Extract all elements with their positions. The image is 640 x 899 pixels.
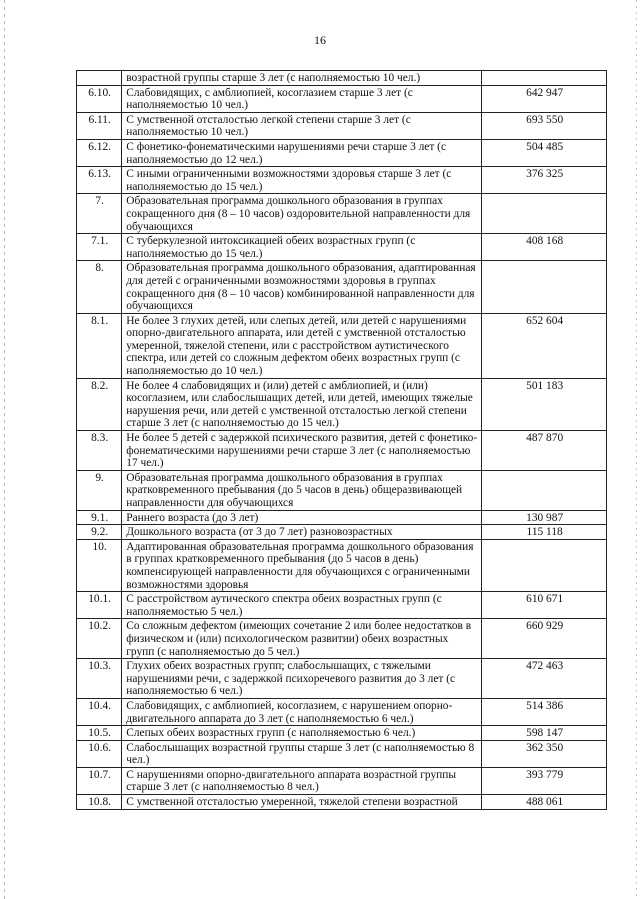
row-number-cell: 10.2. [77, 619, 122, 659]
table-row [77, 71, 607, 86]
scan-edge-right [636, 0, 637, 899]
table-row [77, 539, 607, 591]
row-description-cell: Не более 3 глухих детей, или слепых детей, или детей с нарушениями опорно-двигательного аппарата, или детей с умственной отсталостью умеренной, тяжелой степени, или с расстройством аутистического спектра, или детей со сложным дефектом обеих возрастных групп (с наполняемостью до 10 чел.) [122, 313, 482, 378]
row-number-cell: 10.8. [77, 795, 122, 810]
tariff-table [76, 70, 607, 810]
row-value-cell: 610 671 [482, 592, 607, 619]
row-value-cell: 693 550 [482, 112, 607, 139]
row-description-cell: Глухих обеих возрастных групп; слабослышащих, с тяжелыми нарушениями речи, с задержкой психоречевого развития до 3 лет (с наполняемостью 6 чел.) [122, 659, 482, 699]
row-description-cell: Раннего возраста (до 3 лет) [122, 510, 482, 525]
table-row [77, 619, 607, 659]
table-row [77, 698, 607, 725]
row-number-cell: 8.1. [77, 313, 122, 378]
table-row [77, 112, 607, 139]
row-value-cell: 514 386 [482, 698, 607, 725]
row-value-cell [482, 71, 607, 86]
table-row [77, 795, 607, 810]
row-value-cell [482, 194, 607, 234]
row-description-cell: Адаптированная образовательная программа дошкольного образования в группах кратковременного пребывания (до 5 часов в день) компенсирующей направленности для обучающихся с ограниченными возможностями здоровья [122, 539, 482, 591]
row-number-cell: 8.3. [77, 431, 122, 471]
row-description-cell: возрастной группы старше 3 лет (с наполняемостью 10 чел.) [122, 71, 482, 86]
row-description-cell: Образовательная программа дошкольного образования, адаптированная для детей с ограниченными возможностями здоровья в группах сокращенного дня (8 – 10 часов) комбинированной направленности для обучающихся [122, 261, 482, 313]
page-number: 16 [314, 33, 326, 47]
row-number-cell: 9.2. [77, 525, 122, 540]
table-row [77, 470, 607, 510]
row-value-cell: 652 604 [482, 313, 607, 378]
table-row [77, 234, 607, 261]
row-value-cell: 501 183 [482, 378, 607, 430]
row-number-cell: 8.2. [77, 378, 122, 430]
scan-edge-left [4, 0, 5, 899]
tariff-table-body [77, 71, 607, 810]
row-description-cell: С расстройством аутического спектра обеих возрастных групп (с наполняемостью 5 чел.) [122, 592, 482, 619]
row-number-cell [77, 71, 122, 86]
table-row [77, 85, 607, 112]
row-number-cell: 7.1. [77, 234, 122, 261]
row-number-cell: 6.11. [77, 112, 122, 139]
table-row [77, 740, 607, 767]
row-number-cell: 9.1. [77, 510, 122, 525]
row-description-cell: Слабослышащих возрастной группы старше 3 лет (с наполняемостью 8 чел.) [122, 740, 482, 767]
row-description-cell: С умственной отсталостью легкой степени старше 3 лет (с наполняемостью 10 чел.) [122, 112, 482, 139]
table-row [77, 592, 607, 619]
row-number-cell: 10.6. [77, 740, 122, 767]
row-value-cell: 115 118 [482, 525, 607, 540]
row-description-cell: Образовательная программа дошкольного образования в группах сокращенного дня (8 – 10 часов) оздоровительной направленности для обучающихся [122, 194, 482, 234]
row-number-cell: 10. [77, 539, 122, 591]
table-row [77, 767, 607, 794]
row-number-cell: 6.10. [77, 85, 122, 112]
row-value-cell: 393 779 [482, 767, 607, 794]
row-description-cell: Не более 5 детей с задержкой психического развития, детей с фонетико-фонематическими нарушениями речи старше 3 лет (с наполняемостью 17 чел.) [122, 431, 482, 471]
row-description-cell: Дошкольного возраста (от 3 до 7 лет) разновозрастных [122, 525, 482, 540]
row-description-cell: С нарушениями опорно-двигательного аппарата возрастной группы старше 3 лет (с наполняемостью 8 чел.) [122, 767, 482, 794]
row-value-cell: 408 168 [482, 234, 607, 261]
row-number-cell: 10.7. [77, 767, 122, 794]
row-value-cell: 598 147 [482, 726, 607, 741]
row-description-cell: Слабовидящих, с амблиопией, косоглазием старше 3 лет (с наполняемостью 10 чел.) [122, 85, 482, 112]
row-description-cell: Образовательная программа дошкольного образования в группах кратковременного пребывания (до 5 часов в день) общеразвивающей направленности для обучающихся [122, 470, 482, 510]
table-row [77, 167, 607, 194]
row-value-cell: 488 061 [482, 795, 607, 810]
table-row [77, 510, 607, 525]
row-description-cell: Со сложным дефектом (имеющих сочетание 2 или более недостатков в физическом и (или) психологическом развитии) обеих возрастных групп (с наполняемостью до 5 чел.) [122, 619, 482, 659]
row-value-cell: 660 929 [482, 619, 607, 659]
row-description-cell: С умственной отсталостью умеренной, тяжелой степени возрастной [122, 795, 482, 810]
row-description-cell: Слабовидящих, с амблиопией, косоглазием, с нарушением опорно-двигательного аппарата до 3 лет (с наполняемостью 6 чел.) [122, 698, 482, 725]
row-description-cell: С иными ограниченными возможностями здоровья старше 3 лет (с наполняемостью до 15 чел.) [122, 167, 482, 194]
row-number-cell: 10.3. [77, 659, 122, 699]
row-value-cell: 642 947 [482, 85, 607, 112]
row-value-cell [482, 470, 607, 510]
row-number-cell: 10.4. [77, 698, 122, 725]
table-row [77, 378, 607, 430]
table-row [77, 726, 607, 741]
row-description-cell: Не более 4 слабовидящих и (или) детей с амблиопией, и (или) косоглазием, или слабослышащих детей, или детей, имеющих тяжелые нарушения речи, или детей с умственной отсталостью легкой степени старше 3 лет (с наполняемостью до 15 чел.) [122, 378, 482, 430]
row-number-cell: 8. [77, 261, 122, 313]
row-value-cell: 487 870 [482, 431, 607, 471]
row-value-cell: 362 350 [482, 740, 607, 767]
table-row [77, 261, 607, 313]
row-value-cell: 472 463 [482, 659, 607, 699]
row-number-cell: 7. [77, 194, 122, 234]
table-row [77, 431, 607, 471]
table-row [77, 139, 607, 166]
row-number-cell: 6.12. [77, 139, 122, 166]
row-value-cell: 376 325 [482, 167, 607, 194]
table-row [77, 194, 607, 234]
row-description-cell: С фонетико-фонематическими нарушениями речи старше 3 лет (с наполняемостью до 12 чел.) [122, 139, 482, 166]
row-number-cell: 9. [77, 470, 122, 510]
row-value-cell [482, 261, 607, 313]
row-value-cell: 130 987 [482, 510, 607, 525]
table-row [77, 659, 607, 699]
row-value-cell [482, 539, 607, 591]
row-value-cell: 504 485 [482, 139, 607, 166]
row-number-cell: 6.13. [77, 167, 122, 194]
row-description-cell: Слепых обеих возрастных групп (с наполняемостью 6 чел.) [122, 726, 482, 741]
table-row [77, 525, 607, 540]
row-description-cell: С туберкулезной интоксикацией обеих возрастных групп (с наполняемостью до 15 чел.) [122, 234, 482, 261]
row-number-cell: 10.5. [77, 726, 122, 741]
row-number-cell: 10.1. [77, 592, 122, 619]
table-row [77, 313, 607, 378]
